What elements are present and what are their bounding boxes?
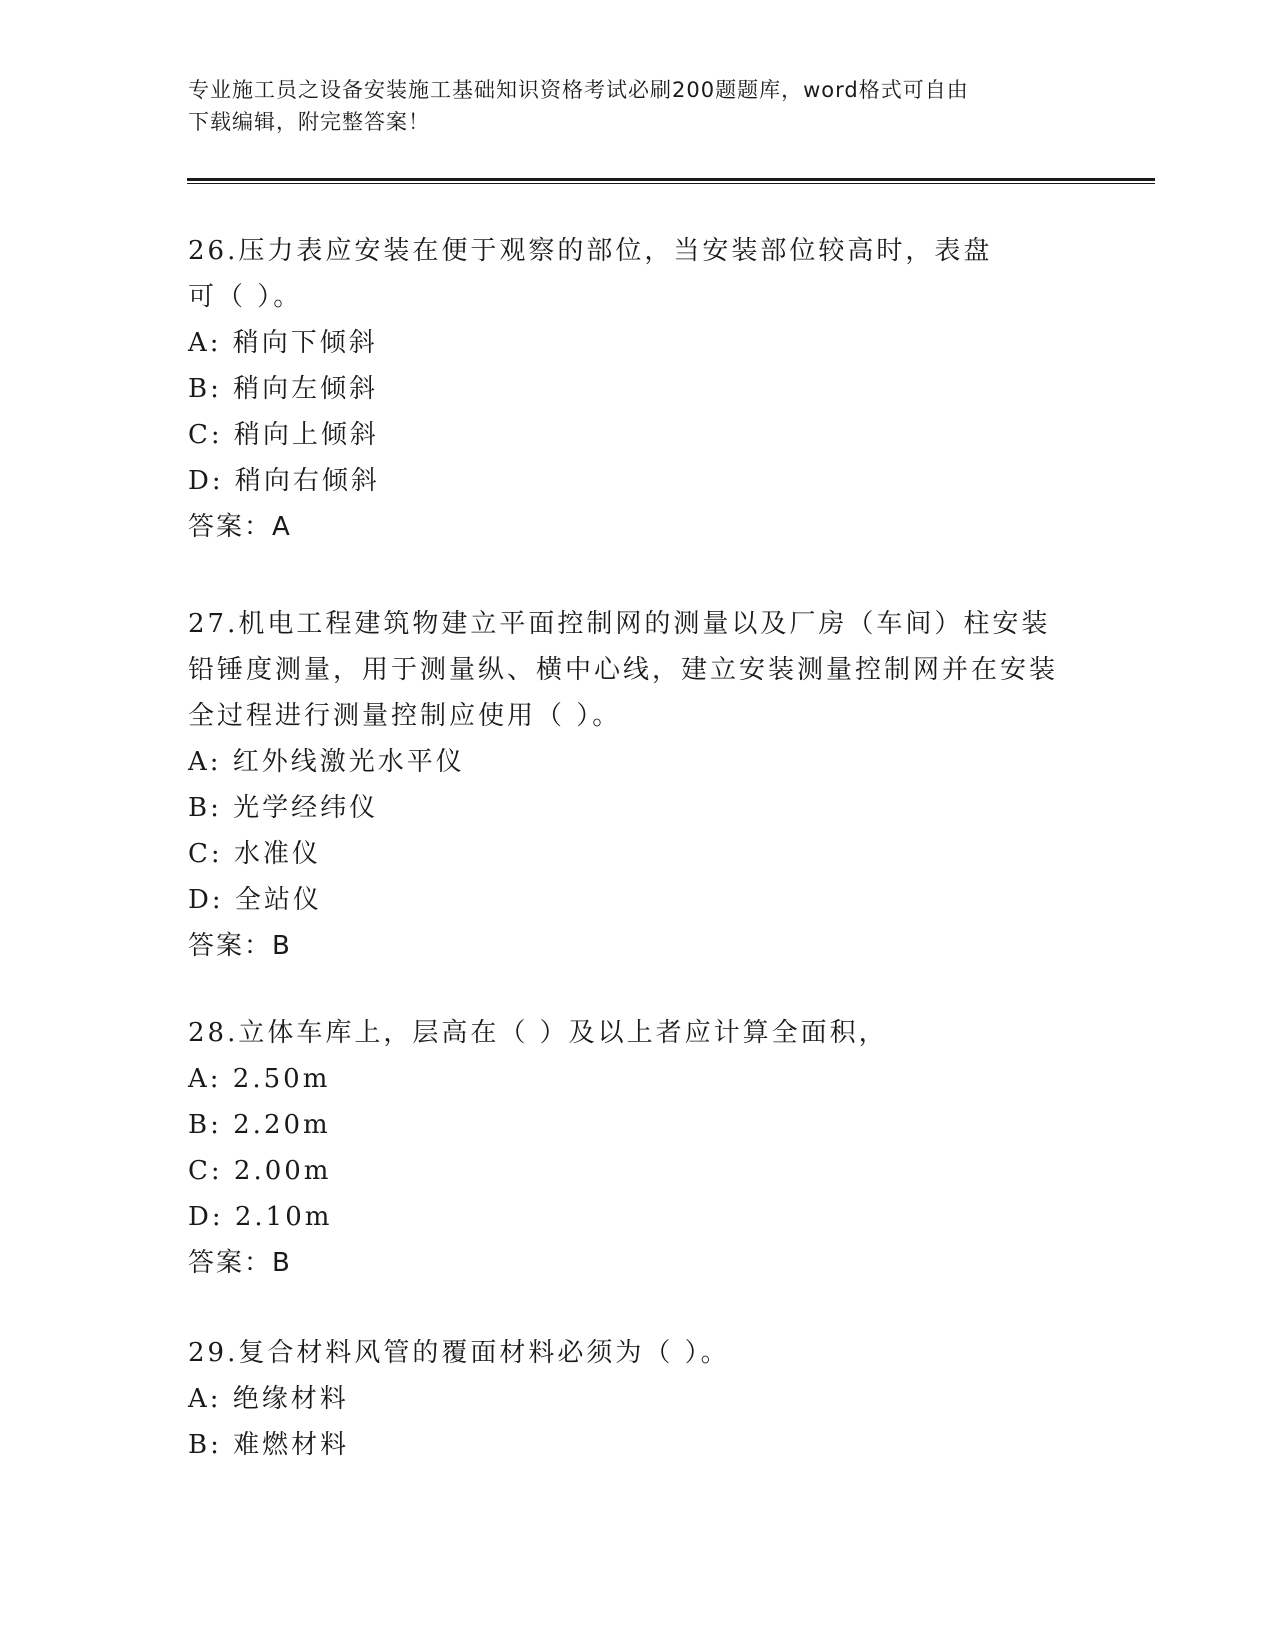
option-a: A: 红外线激光水平仪 — [188, 747, 465, 777]
option-c: C: 稍向上倾斜 — [188, 420, 379, 450]
option-c: C: 水准仪 — [188, 839, 321, 869]
option-a: A: 绝缘材料 — [188, 1384, 349, 1414]
option-d: D: 2.10m — [188, 1202, 333, 1232]
question-27 — [188, 601, 1088, 969]
answer-label: 答案：B — [188, 931, 292, 961]
question-stem: 26.压力表应安装在便于观察的部位，当安装部位较高时，表盘可（ ）。 — [188, 236, 993, 312]
header-title-line-1: 专业施工员之设备安装施工基础知识资格考试必刷200题题库，word格式可自由 — [188, 78, 969, 102]
option-b: B: 光学经纬仪 — [188, 793, 379, 823]
option-a: A: 2.50m — [188, 1064, 331, 1094]
header-divider-thick — [187, 178, 1155, 181]
option-b: B: 2.20m — [188, 1110, 331, 1140]
answer-label: 答案：A — [188, 512, 292, 542]
option-b: B: 稍向左倾斜 — [188, 374, 379, 404]
option-a: A: 稍向下倾斜 — [188, 328, 378, 358]
question-29 — [188, 1330, 1088, 1468]
option-b: B: 难燃材料 — [188, 1430, 350, 1460]
document-header — [188, 74, 1088, 138]
option-c: C: 2.00m — [188, 1156, 332, 1186]
answer-label: 答案：B — [188, 1248, 292, 1278]
question-28 — [188, 1010, 1088, 1286]
option-d: D: 稍向右倾斜 — [188, 466, 380, 496]
header-title-line-2: 下载编辑，附完整答案！ — [188, 110, 430, 134]
question-stem: 28.立体车库上，层高在（ ）及以上者应计算全面积， — [188, 1018, 888, 1048]
question-stem: 29.复合材料风管的覆面材料必须为（ ）。 — [188, 1338, 730, 1368]
question-26 — [188, 228, 1088, 550]
question-stem: 27.机电工程建筑物建立平面控制网的测量以及厂房（车间）柱安装铅锤度测量，用于测量纵、横中心线，建立安装测量控制网并在安装全过程进行测量控制应使用（ ）。 — [188, 609, 1059, 731]
header-divider-thin — [187, 183, 1155, 184]
option-d: D: 全站仪 — [188, 885, 322, 915]
